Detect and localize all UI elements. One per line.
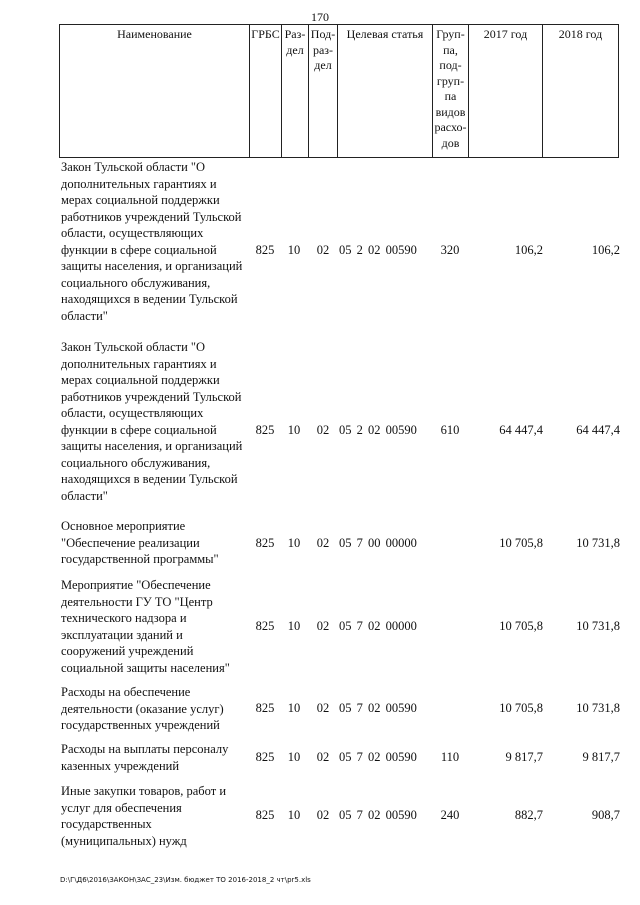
header-celevaya: Целевая статья <box>338 25 433 158</box>
row-grbs: 825 <box>255 750 275 764</box>
header-gruppa: Груп- па, под- груп- па видов расхо- дов <box>433 25 469 158</box>
header-2018: 2018 год <box>543 25 619 158</box>
row-2017: 10 705,8 <box>499 619 543 633</box>
row-grbs: 825 <box>255 536 275 550</box>
row-2018: 10 731,8 <box>576 536 620 550</box>
row-2018: 10 731,8 <box>576 701 620 715</box>
row-razdel: 10 <box>287 423 301 437</box>
row-2018: 908,7 <box>591 808 620 822</box>
row-podrazdel: 02 <box>316 701 330 715</box>
row-2017: 10 705,8 <box>499 536 543 550</box>
row-2017: 64 447,4 <box>499 423 543 437</box>
row-name: Закон Тульской области "О дополнительных гарантиях и мерах социальной поддержки работников учреждений Тульской области, осуществляющих функции в сфере социальной защиты населения, и организаций социального обслуживания, находящихся в ведении Тульской области" <box>61 340 243 503</box>
header-2017: 2017 год <box>469 25 543 158</box>
row-2018: 106,2 <box>591 243 620 257</box>
row-2017: 9 817,7 <box>505 750 543 764</box>
row-name: Расходы на выплаты персоналу казенных учреждений <box>61 742 229 773</box>
header-podrazdel: Под- раз- дел <box>309 25 338 158</box>
row-podrazdel: 02 <box>316 423 330 437</box>
row-celevaya: 05 7 02 00590 <box>339 808 417 822</box>
row-razdel: 10 <box>287 243 301 257</box>
row-grbs: 825 <box>255 619 275 633</box>
row-2017: 882,7 <box>514 808 543 822</box>
row-razdel: 10 <box>287 536 301 550</box>
header-name: Наименование <box>60 25 250 158</box>
row-grbs: 825 <box>255 808 275 822</box>
row-gruppa: 240 <box>440 808 460 822</box>
row-podrazdel: 02 <box>316 750 330 764</box>
header-grbs: ГРБС <box>250 25 282 158</box>
row-2018: 9 817,7 <box>582 750 620 764</box>
row-name: Иные закупки товаров, работ и услуг для обеспечения государственных (муниципальных) нужд <box>61 784 227 848</box>
row-2017: 106,2 <box>514 243 543 257</box>
row-name: Закон Тульской области "О дополнительных гарантиях и мерах социальной поддержки работников учреждений Тульской области, осуществляющих функции в сфере социальной защиты населения, и организаций социального обслуживания, находящихся в ведении Тульской области" <box>61 160 243 323</box>
row-podrazdel: 02 <box>316 619 330 633</box>
row-name: Мероприятие "Обеспечение деятельности ГУ ТО "Центр технического надзора и эксплуатации зданий и сооружений учреждений социальной защиты населения" <box>61 578 230 675</box>
row-celevaya: 05 7 00 00000 <box>339 536 417 550</box>
row-gruppa: 110 <box>440 750 460 764</box>
row-2017: 10 705,8 <box>499 701 543 715</box>
row-2018: 64 447,4 <box>576 423 620 437</box>
row-razdel: 10 <box>287 750 301 764</box>
row-podrazdel: 02 <box>316 808 330 822</box>
row-grbs: 825 <box>255 701 275 715</box>
file-path-footer: D:\Г\Д6\2016\ЗАКОН\ЗАС_23\Изм. бюджет ТО 2016-2018_2 чт\pr5.xls <box>60 876 311 884</box>
row-podrazdel: 02 <box>316 536 330 550</box>
row-podrazdel: 02 <box>316 243 330 257</box>
row-razdel: 10 <box>287 701 301 715</box>
row-celevaya: 05 7 02 00000 <box>339 619 417 633</box>
row-name: Основное мероприятие "Обеспечение реализации государственной программы" <box>61 519 219 566</box>
row-grbs: 825 <box>255 243 275 257</box>
row-grbs: 825 <box>255 423 275 437</box>
row-razdel: 10 <box>287 808 301 822</box>
header-razdel: Раз- дел <box>282 25 309 158</box>
row-gruppa: 610 <box>440 423 460 437</box>
row-2018: 10 731,8 <box>576 619 620 633</box>
row-name: Расходы на обеспечение деятельности (оказание услуг) государственных учреждений <box>61 685 224 732</box>
row-razdel: 10 <box>287 619 301 633</box>
row-celevaya: 05 7 02 00590 <box>339 750 417 764</box>
row-celevaya: 05 2 02 00590 <box>339 243 417 257</box>
row-gruppa: 320 <box>440 243 460 257</box>
row-celevaya: 05 7 02 00590 <box>339 701 417 715</box>
row-celevaya: 05 2 02 00590 <box>339 423 417 437</box>
page-number: 170 <box>311 10 329 24</box>
